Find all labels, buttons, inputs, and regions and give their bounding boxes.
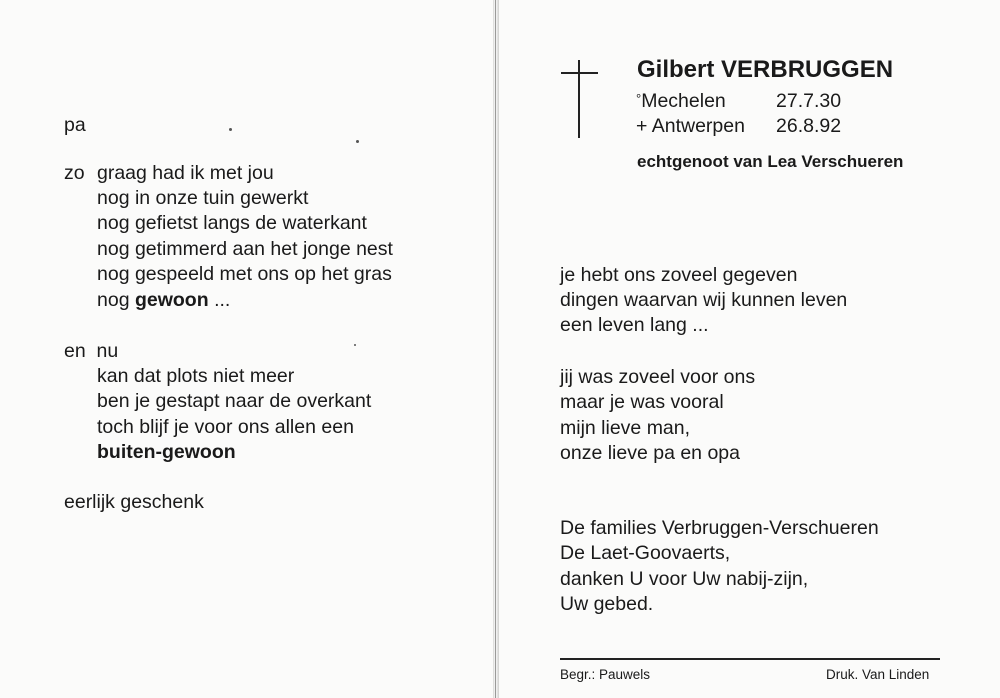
birth-symbol: ° — [636, 91, 642, 106]
thanks-line-3: danken U voor Uw nabij-zijn, — [560, 568, 809, 590]
poem-nog: nog — [97, 289, 130, 311]
verse-right-line-2: dingen waarvan wij kunnen leven — [560, 289, 848, 311]
thanks-line-1: De families Verbruggen-Verschueren — [560, 517, 879, 539]
death-symbol: + — [636, 115, 648, 137]
verse-right-line-3: een leven lang ... — [560, 314, 709, 336]
verse-right-line-4: jij was zoveel voor ons — [560, 366, 756, 388]
poem-line-7: kan dat plots niet meer — [97, 365, 295, 387]
verse-right-line-7: onze lieve pa en opa — [560, 442, 740, 464]
poem-line-6 — [97, 291, 230, 311]
poem-closing: eerlijk geschenk — [64, 491, 204, 513]
poem-gewoon: gewoon — [134, 289, 209, 311]
verse-right-line-5: maar je was vooral — [560, 391, 724, 413]
poem-line-4: nog getimmerd aan het jonge nest — [97, 238, 393, 260]
thanks-line-2: De Laet-Goovaerts, — [560, 542, 731, 564]
left-panel — [0, 0, 494, 698]
poem-line-8: ben je gestapt naar de overkant — [97, 390, 372, 412]
footer-printer: Druk. Van Linden — [826, 667, 930, 682]
birth-line — [636, 92, 726, 112]
verse-right-line-1: je hebt ons zoveel gegeven — [560, 264, 798, 286]
deceased-name: Gilbert VERBRUGGEN — [637, 56, 894, 83]
birth-date: 27.7.30 — [776, 90, 842, 112]
death-place: Antwerpen — [651, 115, 745, 137]
poem-line-1: graag had ik met jou — [97, 162, 274, 184]
poem-zo: zo — [64, 162, 85, 184]
poem-line-5: nog gespeeld met ons op het gras — [97, 263, 392, 285]
paper-speck — [356, 140, 359, 143]
poem-line-2: nog in onze tuin gewerkt — [97, 187, 309, 209]
footer-funeral: Begr.: Pauwels — [560, 667, 651, 682]
death-line — [636, 117, 745, 137]
paper-speck — [354, 344, 356, 346]
poem-line-9: toch blijf je voor ons allen een — [97, 416, 354, 438]
cross-icon-bar — [561, 72, 598, 74]
poem-ellipsis: ... — [214, 289, 231, 311]
paper-speck — [229, 128, 232, 131]
death-date: 26.8.92 — [776, 115, 842, 137]
poem-line-3: nog gefietst langs de waterkant — [97, 212, 367, 234]
poem-en-nu: en nu — [64, 340, 119, 362]
poem-buiten-gewoon: buiten-gewoon — [97, 441, 236, 463]
footer-rule — [560, 658, 940, 660]
verse-right-line-6: mijn lieve man, — [560, 417, 691, 439]
spouse-line: echtgenoot van Lea Verschueren — [637, 152, 904, 171]
birth-place: Mechelen — [641, 90, 726, 112]
thanks-line-4: Uw gebed. — [560, 593, 654, 615]
poem-pa: pa — [64, 114, 86, 136]
